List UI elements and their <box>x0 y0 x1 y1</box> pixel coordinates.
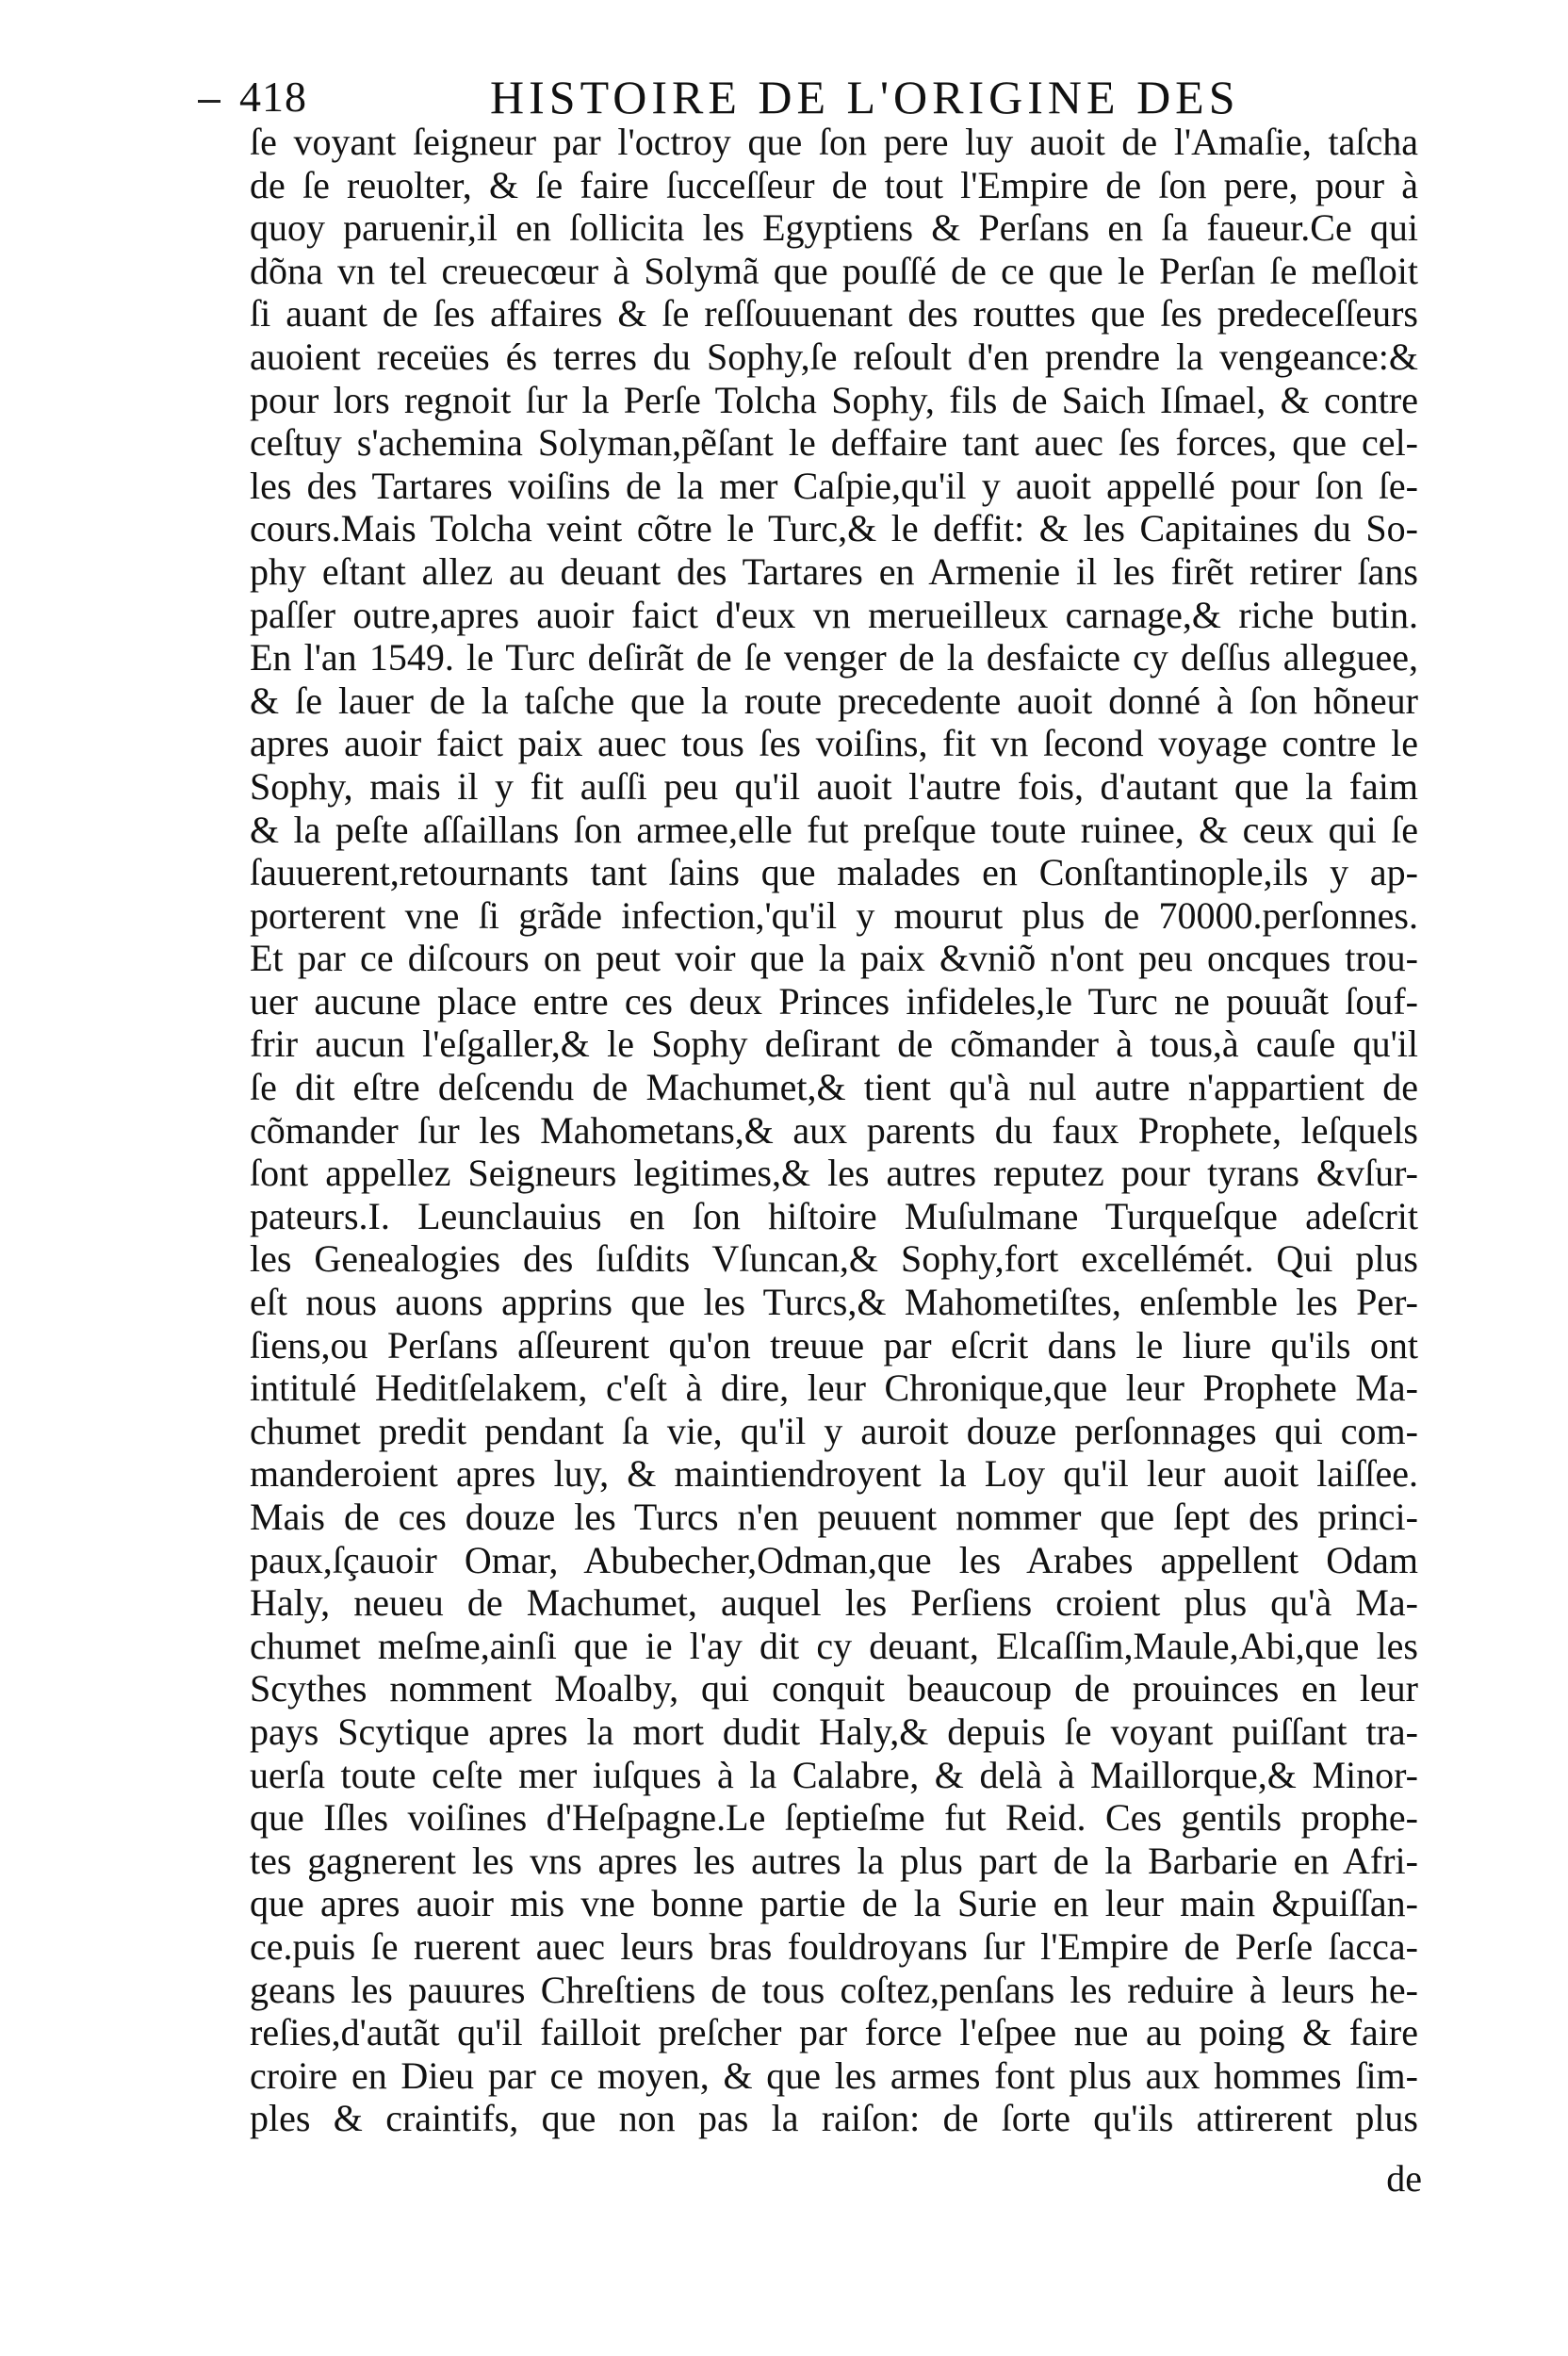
text-line: ſauuerent,retournants tant ſains que malades en Conſtantinople,ils y ap- <box>250 851 1418 894</box>
text-line: dõna vn tel creuecœur à Solymã que pouſſé de ce que le Perſan ſe meſloit <box>250 249 1418 292</box>
text-line: quoy paruenir,il en ſollicita les Egyptiens & Perſans en ſa faueur.Ce qui <box>250 206 1418 250</box>
text-line: manderoient apres luy, & maintiendroyent la Loy qu'il leur auoit laiſſee. <box>250 1452 1418 1496</box>
text-line: ſi auant de ſes affaires & ſe reſſouuenant des routtes que ſes predeceſſeurs <box>250 292 1418 335</box>
text-line: pays Scytique apres la mort dudit Haly,& depuis ſe voyant puiſſant tra- <box>250 1710 1418 1753</box>
text-line: intitulé Heditſelakem, c'eſt à dire, leur Chronique,que leur Prophete Ma- <box>250 1366 1418 1410</box>
running-title: HISTOIRE DE L'ORIGINE DES <box>490 71 1240 123</box>
text-line: ſiens,ou Perſans aſſeurent qu'on treuue par eſcrit dans le liure qu'ils ont <box>250 1323 1418 1366</box>
margin-dash <box>198 100 220 103</box>
text-line: croire en Dieu par ce moyen, & que les armes font plus aux hommes ſim- <box>250 2053 1418 2097</box>
text-line: reſies,d'autãt qu'il failloit preſcher par force l'eſpee nue au poing & faire <box>250 2011 1418 2054</box>
text-line: phy eſtant allez au deuant des Tartares en Armenie il les firẽt retirer ſans <box>250 549 1418 593</box>
text-line: geans les pauures Chreſtiens de tous coſtez,penſans les reduire à leurs he- <box>250 1968 1418 2011</box>
text-line: que Iſles voiſines d'Heſpagne.Le ſeptieſme fut Reid. Ces gentils prophe- <box>250 1796 1418 1840</box>
text-line: Sophy, mais il y fit auſſi peu qu'il auoit l'autre fois, d'autant que la faim <box>250 764 1418 808</box>
text-line: ples & craintifs, que non pas la raiſon: de ſorte qu'ils attirerent plus <box>250 2097 1418 2140</box>
text-line: uerſa toute ceſte mer iuſques à la Calabre, & delà à Maillorque,& Minor- <box>250 1753 1418 1796</box>
text-line: Haly, neueu de Machumet, auquel les Perſiens croient plus qu'à Ma- <box>250 1581 1418 1625</box>
text-line: auoient receües és terres du Sophy,ſe reſoult d'en prendre la vengeance:& <box>250 335 1418 378</box>
text-line: cours.Mais Tolcha veint cõtre le Turc,& le deffit: & les Capitaines du So- <box>250 507 1418 550</box>
text-line: tes gagnerent les vns apres les autres la plus part de la Barbarie en Afri- <box>250 1839 1418 1882</box>
text-line: pour lors regnoit ſur la Perſe Tolcha Sophy, fils de Saich Iſmael, & contre <box>250 378 1418 421</box>
text-line: uer aucune place entre ces deux Princes infideles,le Turc ne pouuãt ſouf- <box>250 979 1418 1023</box>
text-line: pateurs.I. Leunclauius en ſon hiſtoire Muſulmane Turqueſque adeſcrit <box>250 1194 1418 1237</box>
text-line: ce.puis ſe ruerent auec leurs bras fouldroyans ſur l'Empire de Perſe ſacca- <box>250 1924 1418 1968</box>
catchword: de <box>1386 2157 1422 2200</box>
text-line: que apres auoir mis vne bonne partie de la Surie en leur main &puiſſan- <box>250 1882 1418 1925</box>
text-line: apres auoir faict paix auec tous ſes voiſins, fit vn ſecond voyage contre le <box>250 722 1418 765</box>
body-text <box>250 121 1418 2140</box>
text-line: ſe voyant ſeigneur par l'octroy que ſon pere luy auoit de l'Amaſie, taſcha <box>250 121 1418 163</box>
text-line: les des Tartares voiſins de la mer Caſpie,qu'il y auoit appellé pour ſon ſe- <box>250 464 1418 507</box>
text-line: paſſer outre,apres auoir faict d'eux vn merueilleux carnage,& riche butin. <box>250 593 1418 636</box>
text-line: ſe dit eſtre deſcendu de Machumet,& tient qu'à nul autre n'appartient de <box>250 1066 1418 1109</box>
text-line: En l'an 1549. le Turc deſirãt de ſe venger de la desfaicte cy deſſus alleguee, <box>250 636 1418 679</box>
page-number: 418 <box>239 73 307 121</box>
text-line: cõmander ſur les Mahometans,& aux parents du faux Prophete, leſquels <box>250 1108 1418 1152</box>
text-line: chumet meſme,ainſi que ie l'ay dit cy deuant, Elcaſſim,Maule,Abi,que les <box>250 1624 1418 1667</box>
text-line: les Genealogies des ſuſdits Vſuncan,& Sophy,fort excellémét. Qui plus <box>250 1237 1418 1281</box>
text-line: paux,ſçauoir Omar, Abubecher,Odman,que les Arabes appellent Odam <box>250 1538 1418 1581</box>
text-line: & la peſte aſſaillans ſon armee,elle fut preſque toute ruinee, & ceux qui ſe <box>250 808 1418 851</box>
text-line: chumet predit pendant ſa vie, qu'il y auroit douze perſonnages qui com- <box>250 1409 1418 1452</box>
text-line: de ſe reuolter, & ſe faire ſucceſſeur de tout l'Empire de ſon pere, pour à <box>250 163 1418 206</box>
text-line: & ſe lauer de la taſche que la route precedente auoit donné à ſon hõneur <box>250 679 1418 722</box>
text-line: Mais de ces douze les Turcs n'en peuuent nommer que ſept des princi- <box>250 1496 1418 1538</box>
text-line: Et par ce diſcours on peut voir que la paix &vniõ n'ont peu oncques trou- <box>250 937 1418 980</box>
text-line: eſt nous auons apprins que les Turcs,& Mahometiſtes, enſemble les Per- <box>250 1281 1418 1324</box>
text-line: frir aucun l'eſgaller,& le Sophy deſirant de cõmander à tous,à cauſe qu'il <box>250 1023 1418 1066</box>
text-line: porterent vne ſi grãde infection,'qu'il y mourut plus de 70000.perſonnes. <box>250 893 1418 937</box>
text-line: ſont appellez Seigneurs legitimes,& les autres reputez pour tyrans &vſur- <box>250 1152 1418 1195</box>
text-line: ceſtuy s'achemina Solyman,pẽſant le deffaire tant auec ſes forces, que cel- <box>250 421 1418 465</box>
text-line: Scythes nomment Moalby, qui conquit beaucoup de prouinces en leur <box>250 1667 1418 1710</box>
